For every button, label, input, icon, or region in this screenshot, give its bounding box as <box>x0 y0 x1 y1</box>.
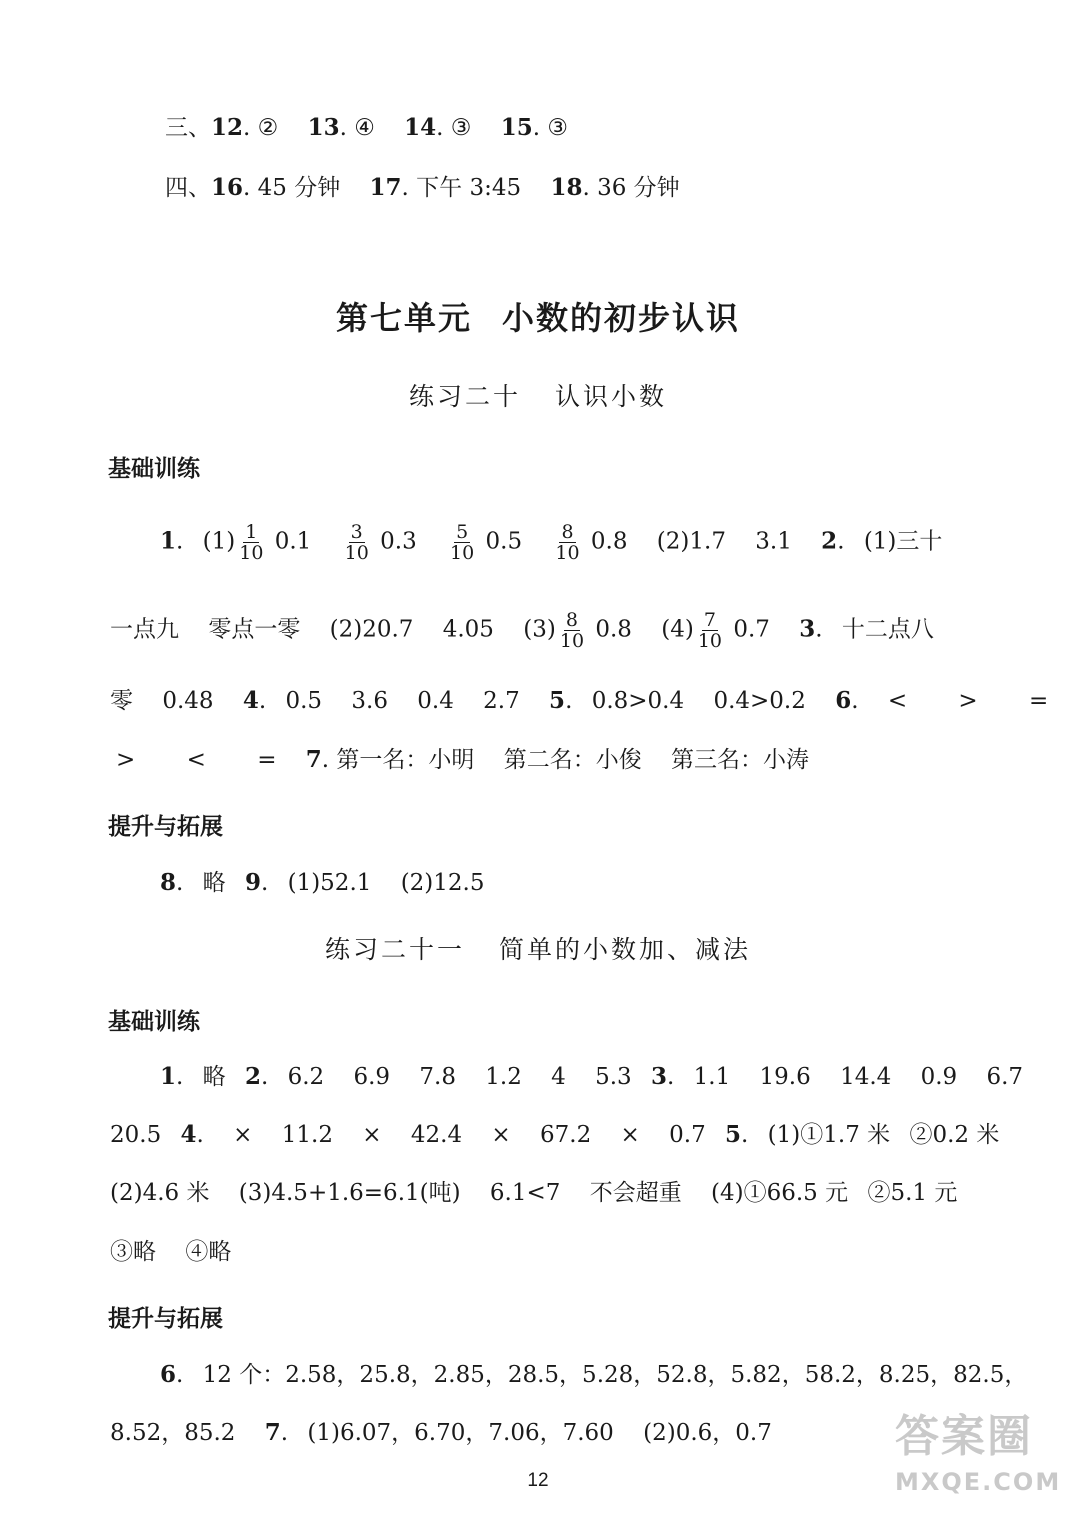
page-number: 12 <box>527 1470 549 1491</box>
answer: 略 <box>202 870 226 896</box>
answer: 十二点八 <box>841 616 934 643</box>
exercise-number: 练习二十 <box>408 382 521 411</box>
question-number: 17 <box>369 174 402 201</box>
answer: ②0.2 米 <box>909 1122 1000 1148</box>
answer: 0.3 <box>380 528 417 555</box>
answer: 第三名：小涛 <box>671 747 810 773</box>
answer: 6.9 <box>353 1064 391 1090</box>
answer: × <box>620 1122 640 1148</box>
answer: (3)4.5+1.6=6.1(吨) <box>238 1180 461 1206</box>
answer: 下午 3:45 <box>416 175 522 201</box>
fraction <box>450 522 474 563</box>
answer: 0.8 <box>590 528 628 555</box>
unit-title <box>0 293 1076 339</box>
answer: (2)12.5 <box>400 870 485 896</box>
answer: 0.7 <box>669 1122 706 1148</box>
ex21-line-2: 20.5 4. × 11.2 × 42.4 × 67.2 × 0.7 5. (1)①1.7 米 ②0.2 米 <box>110 1121 1000 1148</box>
watermark-url: MXQE.COM <box>895 1468 1062 1496</box>
question-number: 12 <box>211 114 244 141</box>
numerator: 1 <box>245 521 258 543</box>
answer: < <box>186 747 206 773</box>
answer: 0.7 <box>733 616 770 643</box>
fraction <box>555 522 579 563</box>
fraction <box>698 610 722 651</box>
answer: 1.2 <box>485 1064 522 1090</box>
fraction <box>345 522 369 563</box>
answer: 3.6 <box>351 688 388 714</box>
ex21-line-5: 6. 12 个：2.58，25.8，2.85，28.5，5.28，52.8，5.82，58.2，8.25，82.5， <box>160 1361 1028 1388</box>
answer: 5.3 <box>595 1064 632 1090</box>
denominator: 10 <box>239 542 264 564</box>
answer: 7.8 <box>419 1064 456 1090</box>
answer: ④ <box>354 115 375 141</box>
answer: (4)①66.5 元 <box>711 1180 849 1206</box>
question-number: 7 <box>305 746 322 773</box>
answer: × <box>362 1122 382 1148</box>
answer: (1)三十 <box>863 528 943 555</box>
answer: 20.5 <box>110 1122 162 1148</box>
answer: 不会超重 <box>589 1180 682 1206</box>
answer: ②5.1 元 <box>867 1180 958 1206</box>
answer: > <box>116 747 136 773</box>
ex21-line-6: 8.52，85.2 7. (1)6.07，6.70，7.06，7.60 (2)0.6，0.7 <box>110 1419 772 1446</box>
answer: 67.2 <box>540 1122 592 1148</box>
exercise-number: 练习二十一 <box>324 935 465 964</box>
answer: 略 <box>202 1064 226 1090</box>
question-number: 16 <box>211 174 244 201</box>
ex20-line-5: 8. 略 9. (1)52.1 (2)12.5 <box>160 869 485 896</box>
question-number: 14 <box>404 114 437 141</box>
answer: ③ <box>450 115 472 141</box>
answer: 19.6 <box>759 1064 811 1090</box>
numerator: 8 <box>561 521 574 543</box>
answer: 0.4 <box>417 688 454 714</box>
question-number: 4 <box>242 687 259 714</box>
answer: 0.8 <box>595 616 632 643</box>
denominator: 10 <box>697 630 723 652</box>
answer: (1) <box>202 528 236 555</box>
exercise-20-title <box>0 377 1076 413</box>
exercise-name: 简单的小数加、减法 <box>499 935 752 964</box>
answer: 4 <box>551 1064 566 1090</box>
ex21-line-1: 1. 略 2. 6.2 6.9 7.8 1.2 4 5.3 3. 1.1 19.6 14.4 0.9 6.7 <box>160 1063 1024 1090</box>
answer: 0.8>0.4 <box>591 688 685 714</box>
question-number: 3 <box>651 1063 668 1090</box>
answer: 0.4>0.2 <box>713 688 806 714</box>
fraction <box>239 522 263 563</box>
section-heading: 提升与拓展 <box>108 814 223 840</box>
ex20-line-3: 零 0.48 4. 0.5 3.6 0.4 2.7 5. 0.8>0.4 0.4>0.2 6. < > = <box>110 687 1049 714</box>
watermark-text: 答案圈 <box>895 1411 1033 1462</box>
answer: < <box>887 688 908 714</box>
question-number: 13 <box>307 114 340 141</box>
answer: 11.2 <box>281 1122 333 1148</box>
answer: ③ <box>547 115 568 141</box>
answer: ② <box>257 115 279 141</box>
answer: 36 分钟 <box>597 175 680 201</box>
answer: 零 <box>110 688 133 714</box>
question-number: 1 <box>160 1063 177 1090</box>
denominator: 10 <box>450 542 475 564</box>
answer: 0.5 <box>285 688 323 714</box>
section-4-answers: 四、16. 45 分钟 17. 下午 3:45 18. 36 分钟 <box>165 174 680 201</box>
question-number: 5 <box>549 687 566 714</box>
question-number: 3 <box>799 615 816 643</box>
question-number: 9 <box>244 869 261 896</box>
answer: 1.1 <box>693 1064 731 1090</box>
denominator: 10 <box>555 542 580 564</box>
numerator: 3 <box>350 521 363 543</box>
unit-name: 小数的初步认识 <box>502 299 741 337</box>
answer: 2.7 <box>483 688 520 714</box>
answer: ③略 <box>110 1239 156 1265</box>
answer: 第二名：小俊 <box>503 747 642 773</box>
question-number: 18 <box>550 174 583 201</box>
section-heading: 基础训练 <box>108 1009 200 1035</box>
answer: 42.4 <box>410 1122 463 1148</box>
question-number: 2 <box>821 527 838 555</box>
question-number: 15 <box>500 114 533 141</box>
answer: = <box>1029 688 1049 714</box>
answer: (4) <box>661 616 694 643</box>
ex20-line-2: 一点九 零点一零 (2)20.7 4.05 (3) $\frac{8}{10}$ 0.8 (4) $\frac{7}{10}$ 0.7 3. 十二点八 <box>110 609 934 652</box>
watermark-logo <box>895 1400 1065 1525</box>
question-number: 6 <box>835 687 852 714</box>
section-heading: 基础训练 <box>108 456 200 482</box>
question-number: 6 <box>160 1361 177 1388</box>
numerator: 7 <box>703 609 716 631</box>
answer: (2)1.7 <box>656 528 726 555</box>
answer: 6.1<7 <box>489 1180 561 1206</box>
answer: > <box>958 688 978 714</box>
answer: (1)①1.7 米 <box>767 1122 891 1148</box>
denominator: 10 <box>559 630 585 652</box>
answer: × <box>233 1122 253 1148</box>
answer: 45 分钟 <box>257 175 341 201</box>
answer: 4.05 <box>442 616 494 643</box>
answer: 14.4 <box>840 1064 892 1090</box>
answer: (2)4.6 米 <box>110 1180 210 1206</box>
answer: 一点九 <box>110 616 179 643</box>
ex21-line-4 <box>110 1237 1036 1267</box>
answer: ④略 <box>185 1239 232 1265</box>
question-number: 2 <box>244 1063 261 1090</box>
numerator: 8 <box>565 609 578 631</box>
answer: 0.9 <box>920 1064 958 1090</box>
answer: (3) <box>523 616 556 643</box>
ex20-line-1: 1. (1) $\frac{1}{10}$ 0.1 $\frac{3}{10}$ 0.3 $\frac{5}{10}$ 0.5 $\frac{8}{10}$ 0.8 (2)1.7 3.1 2. (1)三十 <box>160 521 943 564</box>
answer: × <box>491 1122 511 1148</box>
answer: (1)6.07，6.70，7.06，7.60 <box>307 1420 614 1446</box>
answer: 6.2 <box>287 1064 325 1090</box>
question-number: 1 <box>160 527 177 555</box>
section-prefix: 三、 <box>165 115 211 141</box>
section-3-answers: 三、12. ② 13. ④ 14. ③ 15. ③ <box>165 114 568 141</box>
answer: 零点一零 <box>208 616 301 643</box>
answer: 0.5 <box>485 528 523 555</box>
exercise-name: 认识小数 <box>555 382 668 411</box>
fraction <box>560 610 584 651</box>
answer: = <box>257 747 277 773</box>
ex21-line-3 <box>110 1178 1036 1208</box>
answer: 0.1 <box>274 528 312 555</box>
answer: 第一名：小明 <box>336 747 475 773</box>
ex20-line-4: > < = 7. 第一名：小明 第二名：小俊 第三名：小涛 <box>116 746 810 773</box>
question-number: 4 <box>180 1121 197 1148</box>
answer: 8.52，85.2 <box>110 1420 236 1446</box>
answer: (1)52.1 <box>287 870 372 896</box>
section-prefix: 四、 <box>165 175 211 201</box>
answer: (2)0.6，0.7 <box>643 1420 772 1446</box>
section-heading: 提升与拓展 <box>108 1306 223 1332</box>
numerator: 5 <box>456 521 469 543</box>
question-number: 5 <box>725 1121 742 1148</box>
exercise-21-title <box>0 930 1076 966</box>
answer: 0.48 <box>162 688 214 714</box>
answer: 12 个：2.58，25.8，2.85，28.5，5.28，52.8，5.82，58.2，8.25，82.5， <box>202 1362 1028 1388</box>
question-number: 7 <box>264 1419 281 1446</box>
question-number: 8 <box>160 869 177 896</box>
unit-number: 第七单元 <box>335 299 472 337</box>
answer: 3.1 <box>755 528 792 555</box>
denominator: 10 <box>344 542 369 564</box>
answer: 6.7 <box>986 1064 1024 1090</box>
answer: (2)20.7 <box>329 616 414 643</box>
